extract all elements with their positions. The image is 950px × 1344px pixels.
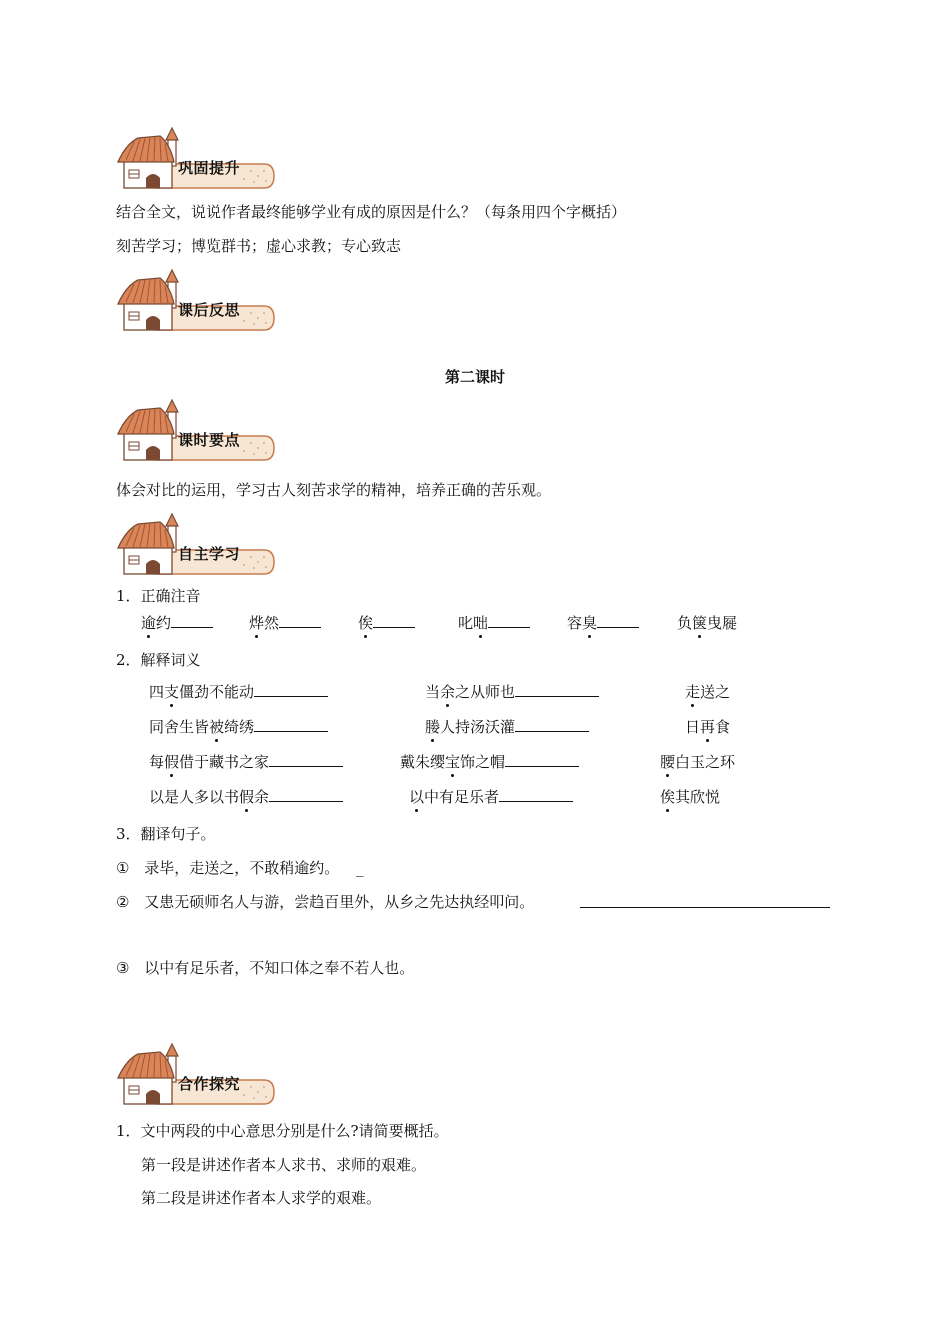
answer-blank[interactable] [515, 717, 589, 732]
answer-line[interactable] [580, 907, 830, 908]
dotted-char: 臭 [582, 614, 598, 632]
section-title: 自主学习 [178, 545, 241, 563]
answer-blank[interactable] [499, 787, 573, 802]
dotted-char: 余 [440, 683, 456, 701]
dotted-char: 假 [164, 753, 180, 771]
vocab-item: 同舍生皆被绮绣 [149, 717, 328, 737]
answer-blank[interactable] [171, 613, 213, 628]
section-title: 合作探究 [178, 1075, 241, 1093]
dotted-char: 腰 [660, 753, 676, 771]
vocab-item: 四支僵劲不能动 [149, 682, 328, 702]
pinyin-item [358, 613, 415, 633]
answer-blank[interactable] [269, 787, 343, 802]
q3-title: 3．翻译句子。 [116, 825, 216, 843]
section-title: 巩固提升 [178, 159, 241, 177]
dotted-char: 箧 [692, 614, 708, 632]
coop-question: 1．文中两段的中心意思分别是什么?请简要概括。 [116, 1122, 449, 1140]
vocab-item: 以是人多以书假余 [149, 787, 343, 807]
vocab-item: 当余之从师也 [425, 682, 599, 702]
answer-blank[interactable] [373, 613, 415, 628]
q2-title: 2．解释词义 [116, 651, 201, 669]
answer-blank[interactable] [488, 613, 530, 628]
pinyin-item: 负箧曳屣 [677, 614, 738, 632]
answer-blank[interactable] [254, 682, 328, 697]
dotted-char: 俟 [358, 614, 374, 632]
section-header-reflection [116, 266, 276, 328]
dotted-char: 再 [700, 718, 716, 736]
sentence-text: 以中有足乐者，不知口体之奉不若人也。 [144, 959, 415, 977]
dotted-char: 咄 [473, 614, 489, 632]
answer-blank[interactable] [515, 682, 599, 697]
answer-blank[interactable] [269, 752, 343, 767]
dotted-char: 假 [239, 788, 255, 806]
pinyin-item: 容臭 [567, 613, 639, 633]
sentence-text: 录毕，走送之，不敢稍逾约。 [144, 859, 340, 877]
answer-blank[interactable]: _ [356, 859, 364, 877]
lesson-title: 第二课时 [444, 368, 505, 386]
q1-title: 1．正确注音 [116, 587, 201, 605]
answer-blank[interactable] [597, 613, 639, 628]
translate-sentence-3 [116, 958, 414, 978]
dotted-char: 以 [409, 788, 425, 806]
dotted-char: 支 [164, 683, 180, 701]
vocab-item: 走送之 [685, 683, 731, 701]
vocab-item: 媵人持汤沃灌 [425, 717, 589, 737]
circled-number: ③ [116, 959, 130, 977]
pinyin-item: 烨然 [249, 613, 321, 633]
answer-blank[interactable] [505, 752, 579, 767]
keypoints-text: 体会对比的运用，学习古人刻苦求学的精神，培养正确的苦乐观。 [116, 481, 552, 499]
translate-sentence-2 [116, 892, 534, 912]
vocab-item: 每假借于藏书之家 [149, 752, 343, 772]
dotted-char: 被 [209, 718, 225, 736]
vocab-item: 戴朱缨宝饰之帽 [400, 752, 579, 772]
dotted-char: 逾 [141, 614, 157, 632]
circled-number: ② [116, 893, 130, 911]
translate-sentence-1 [116, 858, 364, 878]
dotted-char: 烨 [249, 614, 265, 632]
dotted-char: 媵 [425, 718, 441, 736]
pinyin-item: 逾约 [141, 613, 213, 633]
circled-number: ① [116, 859, 130, 877]
pinyin-item: 叱咄 [458, 613, 530, 633]
section-header-consolidate [116, 124, 276, 186]
section-header-keypoints [116, 396, 276, 458]
vocab-item: 以中有足乐者 [409, 787, 573, 807]
coop-answer-2: 第二段是讲述作者本人求学的艰难。 [141, 1189, 382, 1207]
dotted-char: 走 [685, 683, 701, 701]
section-title: 课后反思 [178, 301, 241, 319]
coop-answer-1: 第一段是讲述作者本人求书、求师的艰难。 [141, 1156, 427, 1174]
consolidate-question: 结合全文，说说作者最终能够学业有成的原因是什么？（每条用四个字概括） [116, 203, 627, 221]
section-header-cooperate [116, 1040, 276, 1102]
answer-blank[interactable] [254, 717, 328, 732]
sentence-text: 又患无硕师名人与游，尝趋百里外，从乡之先达执经叩问。 [144, 893, 535, 911]
section-header-selfstudy [116, 510, 276, 572]
vocab-item: 腰白玉之环 [660, 753, 736, 771]
answer-blank[interactable] [279, 613, 321, 628]
dotted-char: 宝 [445, 753, 461, 771]
vocab-item: 俟其欣悦 [660, 788, 721, 806]
section-title: 课时要点 [178, 431, 241, 449]
dotted-char: 俟 [660, 788, 676, 806]
consolidate-answer: 刻苦学习；博览群书；虚心求教；专心致志 [116, 237, 402, 255]
vocab-item: 日再食 [685, 718, 731, 736]
